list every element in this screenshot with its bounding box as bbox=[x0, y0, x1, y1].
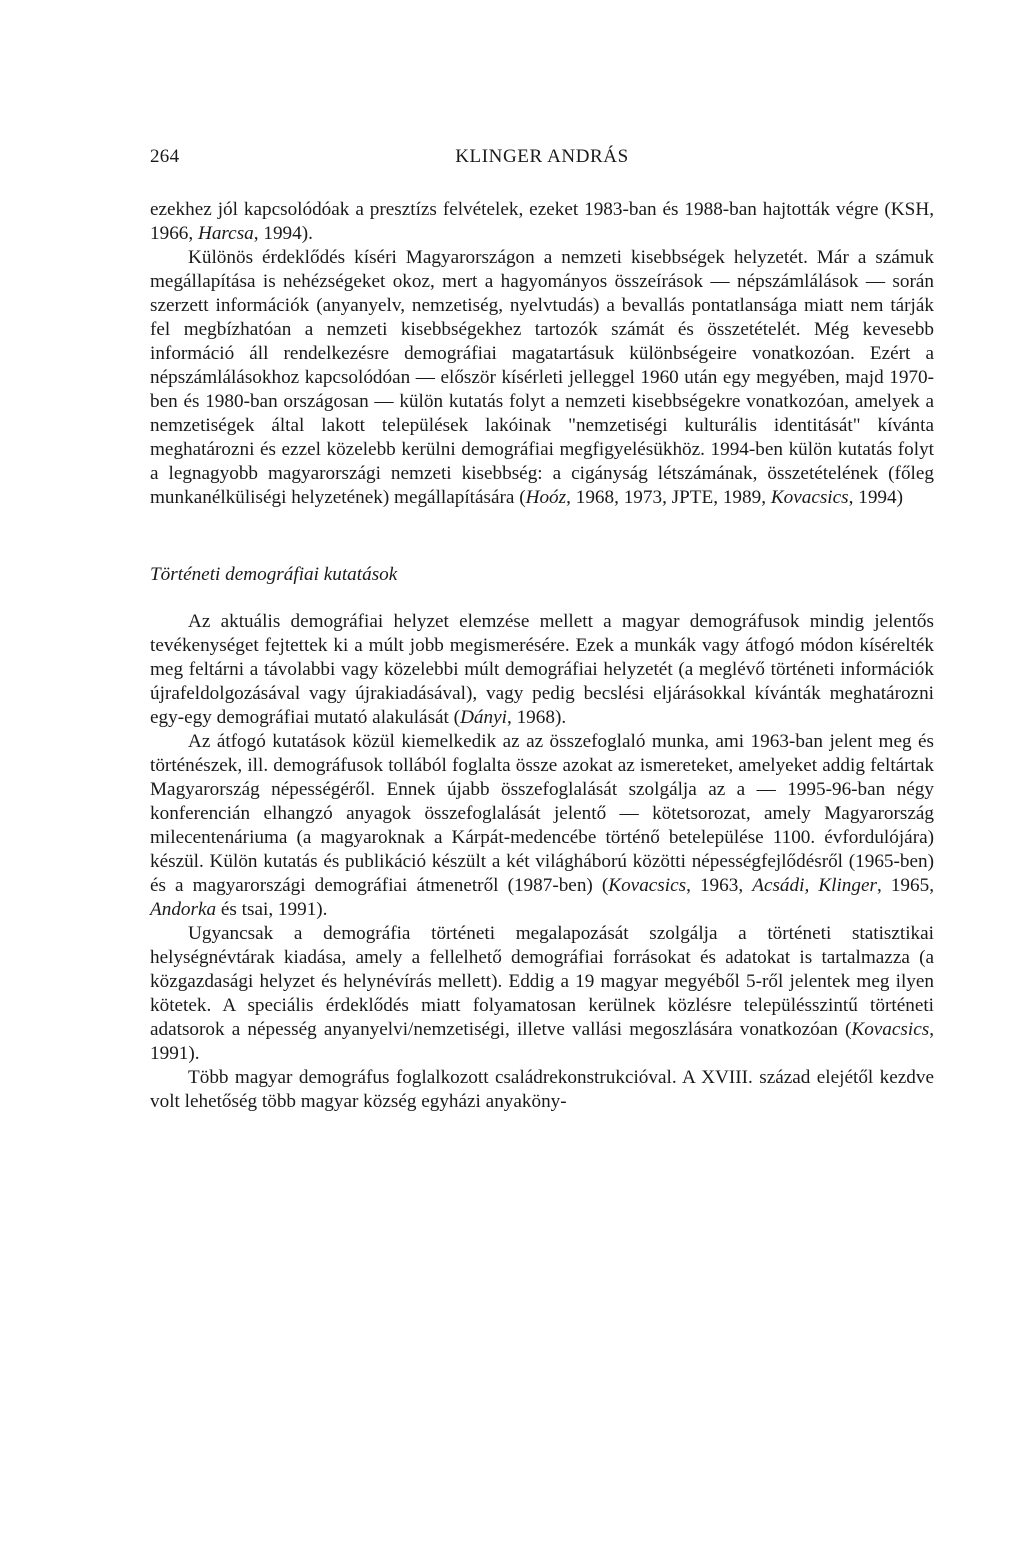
citation-author: Kovacsics bbox=[770, 487, 849, 508]
text-run: Különös érdeklődés kíséri Magyarországon a nemzeti kisebbségek helyzetét. Már a számuk megállapítása is nehézségeket okoz, mert a hagyományos összeírások — népszámlálások — során szerzett információk (anyanyelv, nemzetiség, nyelvtudás) a bevallás pontatlansága miatt nem tárják fel megbízhatóan a nemzeti kisebbségekhez tartozók számát és összetételét. Még kevesebb információ áll rendelkezésre demográfiai magatartásuk különbségeire vonatkozóan. Ezért a népszámlálásokhoz kapcsolódóan — először kísérleti jelleggel 1960 után egy megyében, majd 1970-ben és 1980-ban országosan — külön kutatás folyt a nemzeti kisebbségekre vonatkozóan, amelyek a nemzetiségek által lakott települések lakóinak "nemzetiségi kulturális identitását" kívánta meghatározni és ezzel közelebb kerülni demográfiai megfigyelésükhöz. 1994-ben külön kutatás folyt a legnagyobb magyarországi nemzeti kisebbség: a cigányság létszámának, összetételének (főleg munkanélküliségi helyzetének) megállapítására ( bbox=[150, 247, 934, 508]
body-text bbox=[150, 198, 934, 1114]
paragraph-continuation bbox=[150, 198, 934, 246]
citation-author: Andorka bbox=[150, 899, 217, 920]
citation-author: Acsádi, Klinger bbox=[752, 875, 877, 896]
paragraph-historical-3 bbox=[150, 922, 934, 1066]
text-run: és tsai, 1991). bbox=[216, 899, 328, 920]
text-run: ezekhez jól kapcsolódóak a presztízs felvételek, ezeket 1983-ban és 1988-ban hajtották végre (KSH, 1966, bbox=[150, 199, 934, 244]
paragraph-minorities bbox=[150, 246, 934, 510]
paragraph-historical-2 bbox=[150, 730, 934, 922]
page-number: 264 bbox=[150, 146, 180, 167]
citation-author: Kovacsics bbox=[851, 1019, 930, 1040]
text-run: , 1965, bbox=[876, 875, 934, 896]
text-run: Több magyar demográfus foglalkozott családrekonstrukcióval. A XVIII. század elejétől kezdve volt lehetőség több magyar község egyházi anyaköny- bbox=[150, 1067, 934, 1112]
text-run: , 1968). bbox=[506, 707, 567, 728]
text-run: , 1994). bbox=[253, 223, 313, 244]
paragraph-historical-4 bbox=[150, 1066, 934, 1114]
citation-author: Dányi bbox=[460, 707, 507, 728]
citation-author: Kovacsics bbox=[608, 875, 687, 896]
text-run: , 1968, 1973, JPTE, 1989, bbox=[566, 487, 771, 508]
text-run: , 1991). bbox=[150, 1019, 934, 1064]
book-page bbox=[150, 146, 934, 1114]
text-run: , 1994) bbox=[848, 487, 903, 508]
paragraph-historical-1 bbox=[150, 610, 934, 730]
citation-author: Hoóz bbox=[525, 487, 567, 508]
running-head bbox=[150, 146, 934, 176]
text-run: Az aktuális demográfiai helyzet elemzése mellett a magyar demográfusok mindig jelentős tevékenységet fejtettek ki a múlt jobb megismerésére. Ezek a munkák vagy átfogó módon kísérelték meg feltárni a távolabbi vagy közelebbi múlt demográfiai helyzetét (a meglévő történeti információk újrafeldolgozásával vagy újrakiadásával), vagy pedig becslési eljárásokkal kívánták meghatározni egy-egy demográfiai mutató alakulását ( bbox=[150, 611, 934, 728]
text-run: , 1963, bbox=[686, 875, 753, 896]
section-heading: Történeti demográfiai kutatások bbox=[150, 564, 398, 585]
citation-author: Harcsa bbox=[197, 223, 254, 244]
text-run: Az átfogó kutatások közül kiemelkedik az az összefoglaló munka, ami 1963-ban jelent meg és történészek, ill. demográfusok tollából foglalta össze azokat az ismereteket, amelyeket addig feltártak Magyarország népességéről. Ennek újabb összefoglalását szolgálja az a — 1995-96-ban négy konferencián elhangzó anyagok összefoglalását jelentő — kötetsorozat, amely Magyarország milecentenáriuma (a magyaroknak a Kárpát-medencébe történő betelepülése 1100. évfordulójára) készül. Külön kutatás és publikáció készült a két világháború közötti népességfejlődésről (1965-ben) és a magyarországi demográfiai átmenetről (1987-ben) ( bbox=[150, 731, 934, 896]
running-title: KLINGER ANDRÁS bbox=[455, 146, 629, 167]
text-run: Ugyancsak a demográfia történeti megalapozását szolgálja a történeti statisztikai helységnévtárak kiadása, amely a fellelhető demográfiai forrásokat és adatokat is tartalmazza (a közgazdasági helyzet és helynévírás mellett). Eddig a 19 magyar megyéből 5-ről jelentek meg ilyen kötetek. A speciális érdeklődés miatt folyamatosan kerülnek közlésre településszintű történeti adatsorok a népesség anyanyelvi/nemzetiségi, illetve vallási megoszlására vonatkozóan ( bbox=[150, 923, 934, 1040]
